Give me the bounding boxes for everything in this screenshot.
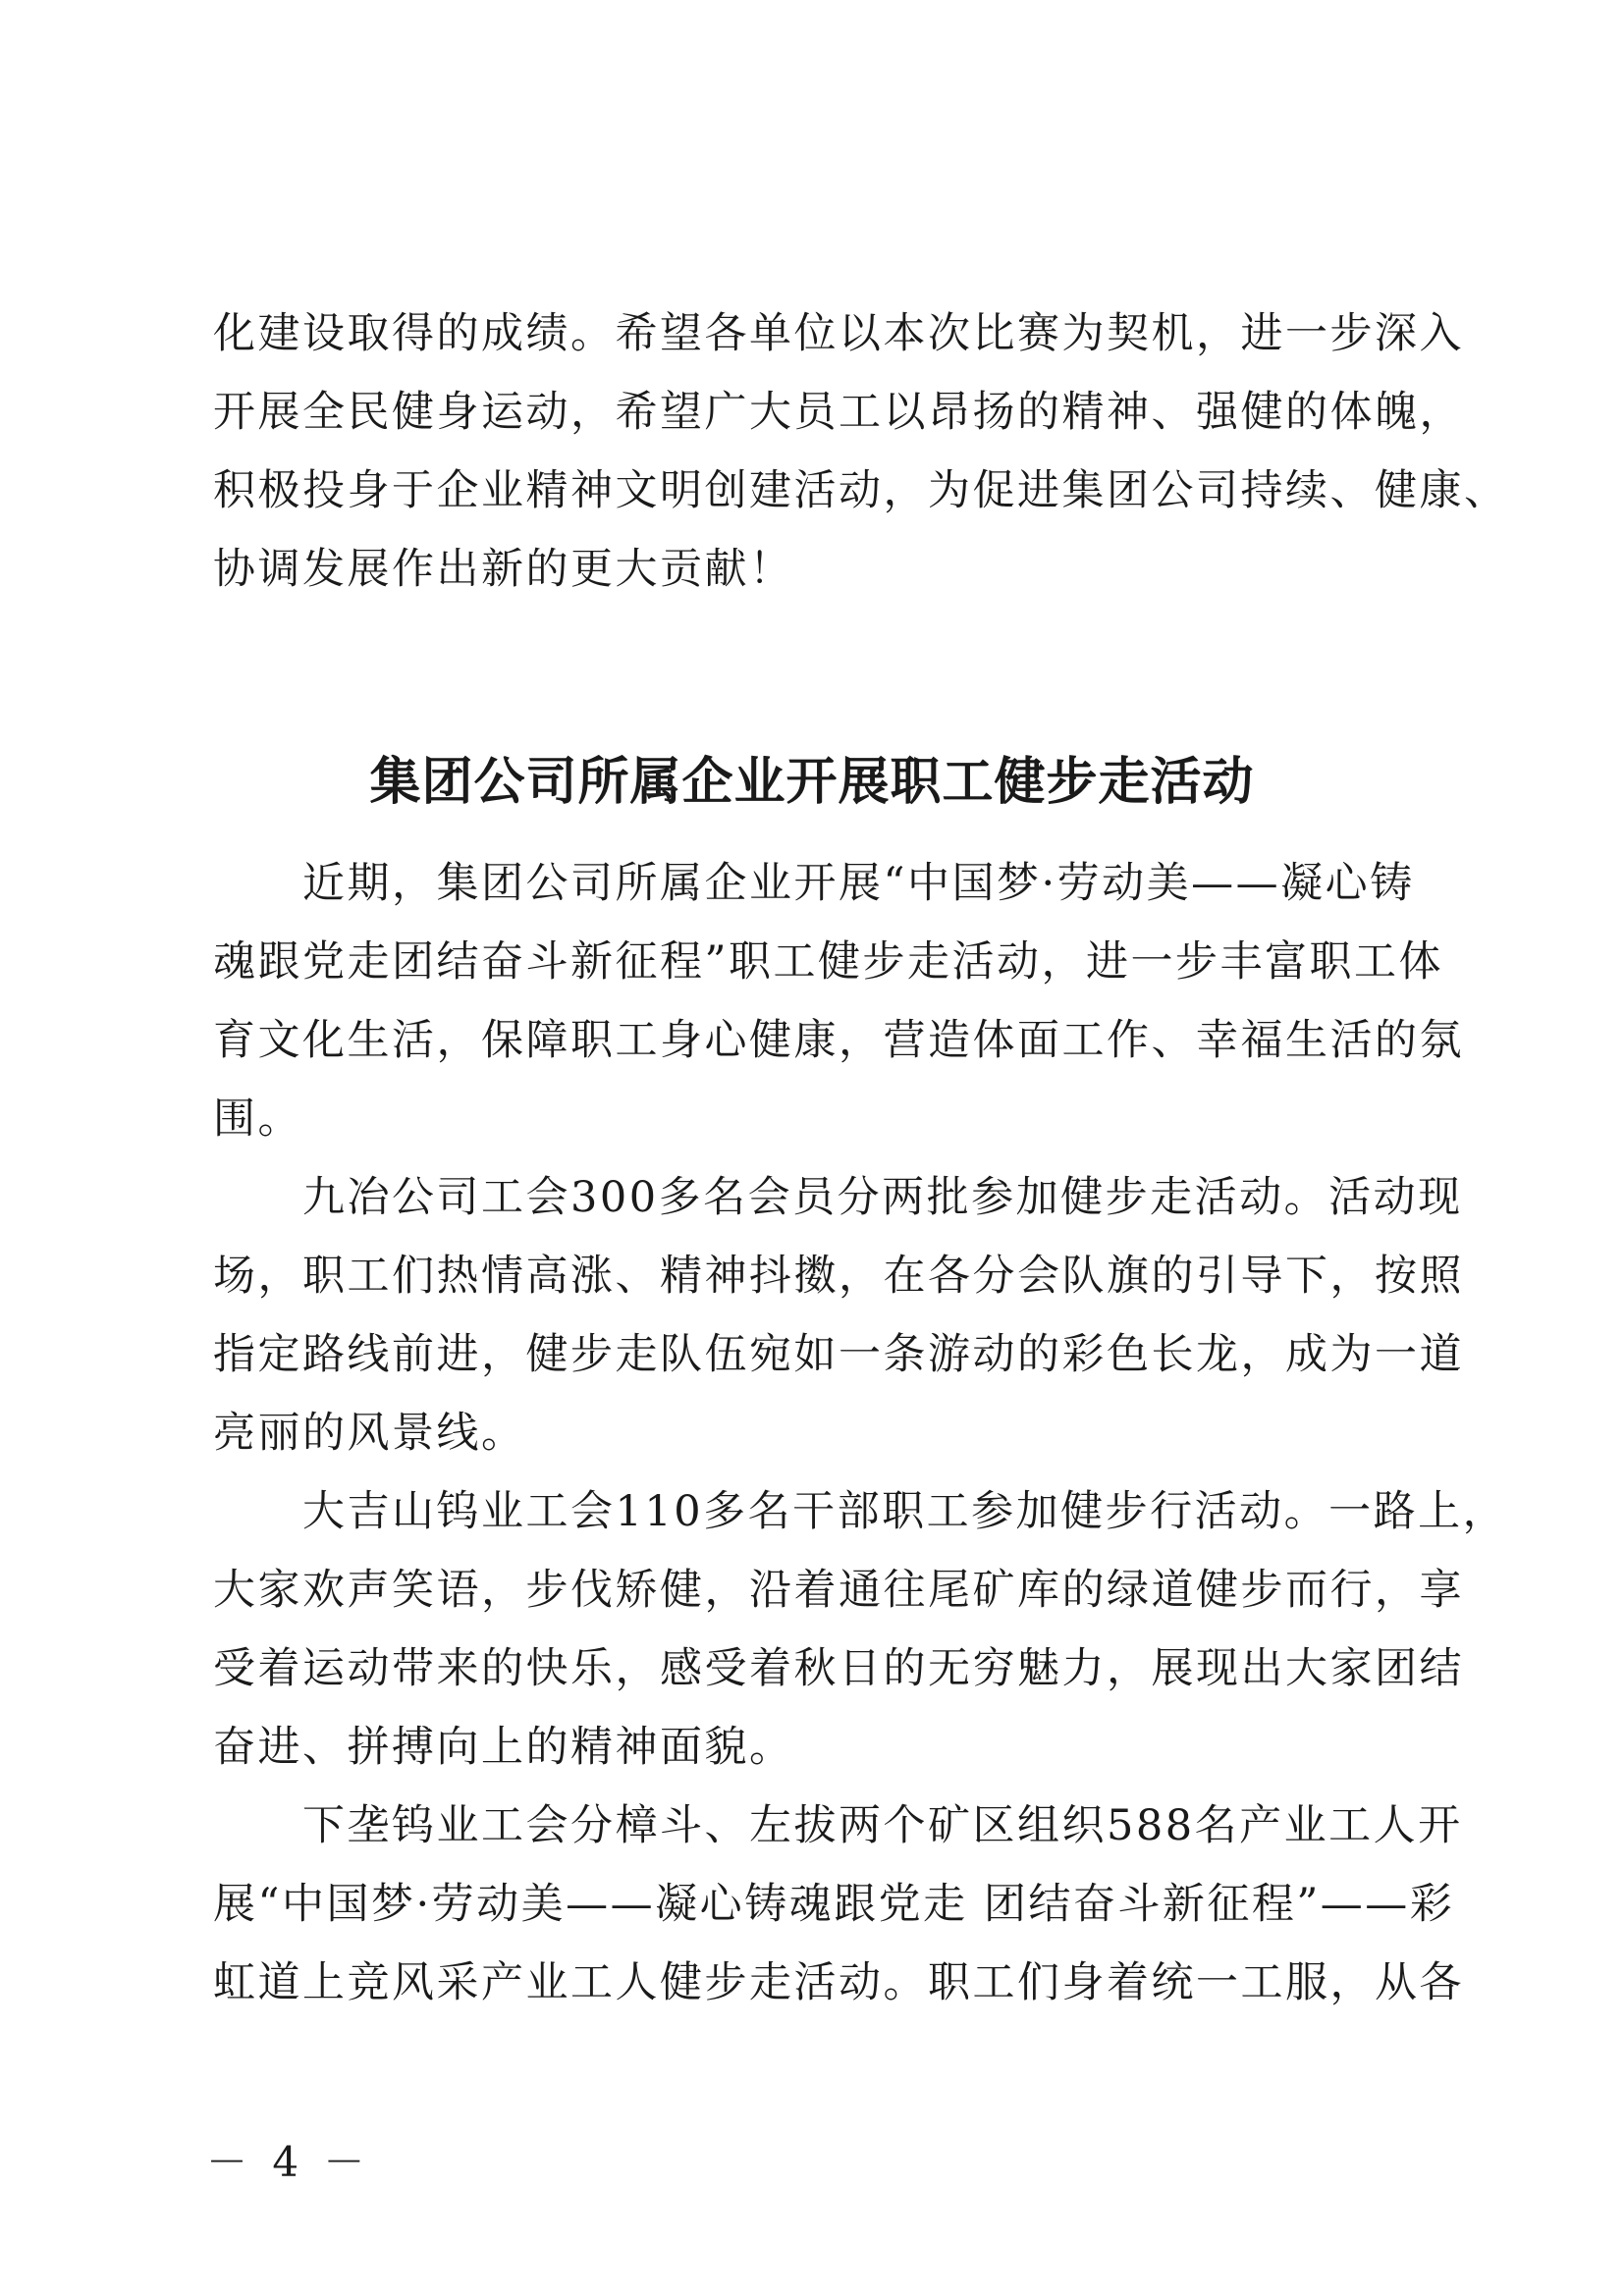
article-title: 集团公司所属企业开展职工健步走活动 [369, 753, 1255, 812]
text-line: 受着运动带来的快乐，感受着秋日的无穷魅力，展现出大家团结 [213, 1644, 1464, 1693]
text-line: 积极投身于企业精神文明创建活动，为促进集团公司持续、健康、 [213, 466, 1509, 515]
text-line: 指定路线前进，健步走队伍宛如一条游动的彩色长龙，成为一道 [213, 1330, 1464, 1379]
text-line: 围。 [213, 1095, 302, 1144]
text-line: 大家欢声笑语，步伐矫健，沿着通往尾矿库的绿道健步而行，享 [213, 1566, 1464, 1615]
text-line: 场，职工们热情高涨、精神抖擞，在各分会队旗的引导下，按照 [213, 1252, 1464, 1301]
text-line: 大吉山钨业工会110多名干部职工参加健步行活动。一路上， [213, 1487, 1508, 1536]
text-line: 协调发展作出新的更大贡献！ [213, 545, 794, 594]
text-line: 展“中国梦·劳动美——凝心铸魂跟党走 团结奋斗新征程”——彩 [213, 1880, 1455, 1929]
text-line: 下垄钨业工会分樟斗、左拔两个矿区组织588名产业工人开 [213, 1801, 1463, 1850]
text-line: 开展全民健身运动，希望广大员工以昂扬的精神、强健的体魄， [213, 388, 1464, 437]
text-line: 近期，集团公司所属企业开展“中国梦·劳动美——凝心铸 [213, 859, 1415, 908]
page-number: － 4 － [206, 2138, 371, 2186]
text-line: 魂跟党走团结奋斗新征程”职工健步走活动，进一步丰富职工体 [213, 937, 1443, 987]
text-line: 化建设取得的成绩。希望各单位以本次比赛为契机，进一步深入 [213, 309, 1464, 358]
text-line: 奋进、拼搏向上的精神面貌。 [213, 1723, 794, 1772]
text-line: 育文化生活，保障职工身心健康，营造体面工作、幸福生活的氛 [213, 1016, 1464, 1065]
text-line: 九冶公司工会300多名会员分两批参加健步走活动。活动现 [213, 1173, 1463, 1222]
text-line: 虹道上竞风采产业工人健步走活动。职工们身着统一工服，从各 [213, 1958, 1464, 2007]
text-line: 亮丽的风景线。 [213, 1409, 526, 1458]
